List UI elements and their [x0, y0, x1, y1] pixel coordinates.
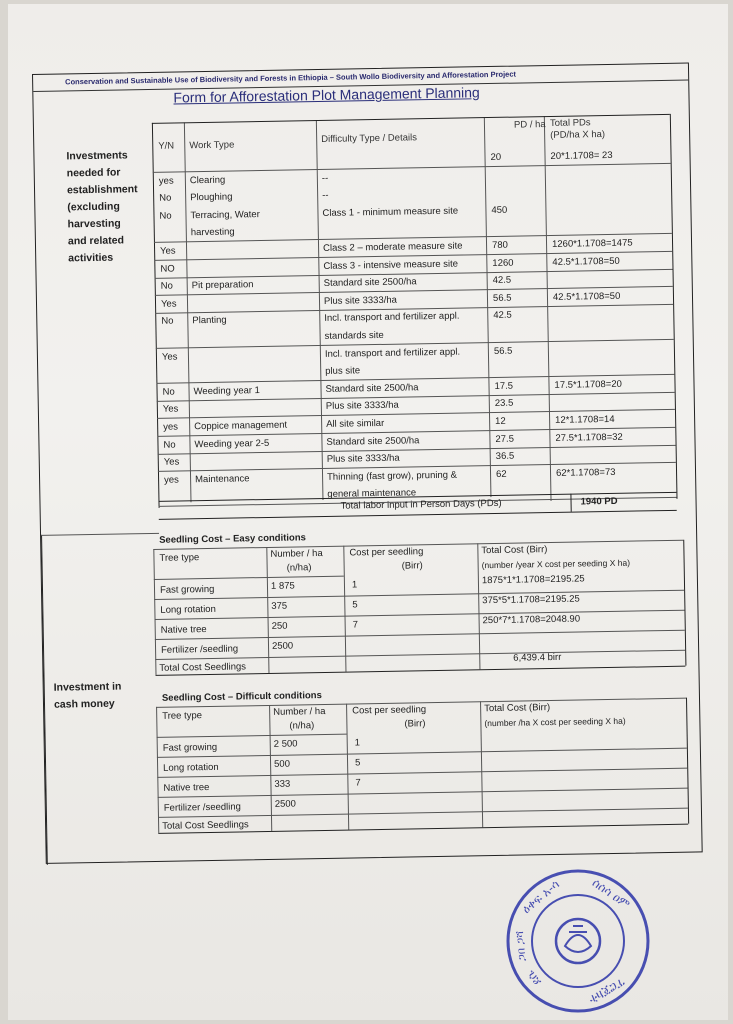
row-detail: Class 3 - intensive measure site — [323, 258, 459, 272]
seedling-cost: 1 — [351, 579, 358, 591]
grid-line — [157, 768, 687, 778]
row-yn: No — [161, 315, 174, 328]
form-sheet — [32, 63, 703, 864]
header-difficulty: Difficulty Type / Details — [321, 132, 418, 145]
row-yn: Yes — [160, 245, 176, 257]
form-title: Form for Afforestation Plot Management Planning — [173, 84, 480, 106]
seedling-tree-type: Fast growing — [159, 583, 215, 596]
investments-label-line: establishment — [66, 183, 138, 197]
row-total: 20*1.1708= 23 — [550, 149, 613, 162]
grid-line — [41, 535, 48, 865]
row-yn: No — [163, 439, 176, 451]
total-labor-value: 1940 PD — [580, 495, 618, 508]
row-total: 1260*1.1708=1475 — [551, 237, 633, 250]
row-total: 62*1.1708=73 — [555, 466, 616, 479]
seedling-number: 500 — [273, 758, 291, 770]
svg-text:ፕሮጀክት: ፕሮጀክት — [586, 975, 628, 1008]
row-detail: Plus site 3333/ha — [325, 400, 399, 413]
row-detail: Standard site 2500/ha — [325, 382, 419, 395]
row-yn: No — [159, 192, 172, 204]
row-total: 17.5*1.1708=20 — [554, 378, 622, 391]
seedling-tree-type: Native tree — [160, 624, 207, 636]
seedling-tree-type: Fertilizer /seedling — [160, 643, 239, 656]
row-detail: plus site — [325, 365, 361, 378]
svg-text:ሰሰሳ ዐም: ሰሰሳ ዐም — [589, 875, 633, 912]
row-pd: 36.5 — [495, 450, 515, 463]
seedling-total: 250*7*1.1708=2048.90 — [482, 613, 581, 627]
total-labor-label: Total labor input in Person Days (PDs) — [340, 497, 502, 512]
col-total: Total Cost (Birr) — [484, 702, 551, 715]
row-work-type: Weeding year 2-5 — [194, 437, 270, 450]
row-pd: 1260 — [492, 257, 514, 269]
grid-line — [570, 494, 571, 512]
col-cost-unit: (Birr) — [404, 718, 426, 730]
total-cost-seedlings: Total Cost Seedlings — [159, 661, 247, 674]
row-detail: standards site — [324, 329, 384, 342]
total-cost-seedlings: Total Cost Seedlings — [162, 819, 249, 832]
total-cost-value: 6,439.4 birr — [513, 651, 562, 664]
seedling-cost: 5 — [354, 757, 361, 769]
row-detail: Thinning (fast grow), pruning & — [326, 469, 458, 483]
grid-line — [152, 114, 670, 124]
seedling-number: 2 500 — [273, 738, 298, 750]
row-detail: -- — [322, 190, 329, 202]
seedling-title: Seedling Cost – Easy conditions — [159, 532, 306, 546]
row-detail: Class 1 - minimum measure site — [322, 205, 459, 219]
col-tree-type: Tree type — [162, 710, 203, 722]
seedling-number: 250 — [271, 620, 288, 632]
row-pd: 780 — [491, 239, 509, 251]
grid-line — [158, 788, 688, 798]
row-detail: Incl. transport and fertilizer appl. — [324, 346, 461, 360]
row-pd: 12 — [495, 415, 506, 427]
grid-line — [683, 540, 686, 666]
row-yn: Yes — [160, 298, 177, 310]
col-cost: Cost per seedling — [352, 704, 427, 717]
row-work-type: harvesting — [190, 226, 235, 239]
grid-line — [153, 549, 156, 675]
investments-label-line: needed for — [66, 166, 121, 180]
row-detail: general maintenance — [327, 487, 417, 501]
seedling-cost: 5 — [352, 599, 358, 611]
investments-label-line: (excluding — [67, 200, 120, 214]
row-detail: Class 2 – moderate measure site — [322, 240, 463, 254]
seedling-cost: 1 — [354, 737, 361, 749]
seedling-number: 375 — [271, 600, 288, 612]
row-work-type: Pit preparation — [191, 279, 254, 292]
row-detail: -- — [321, 172, 329, 184]
row-pd: 450 — [491, 204, 508, 216]
grid-line — [269, 705, 272, 831]
col-total-formula: (number /ha X cost per seeding X ha) — [484, 715, 626, 729]
seedling-tree-type: Long rotation — [163, 761, 219, 774]
col-total: Total Cost (Birr) — [481, 544, 548, 557]
svg-text:ጋበ ጋሻ: ጋበ ጋሻ — [512, 930, 529, 962]
col-number-unit: (n/ha) — [286, 562, 312, 574]
grid-line — [686, 698, 689, 824]
row-pd: 23.5 — [494, 398, 514, 410]
seedling-number: 2500 — [274, 798, 297, 810]
header-pd-ha: PD / ha — [513, 119, 546, 131]
seedling-tree-type: Fertilizer /seedling — [163, 801, 242, 814]
row-total: 12*1.1708=14 — [555, 413, 615, 426]
row-total: 42.5*1.1708=50 — [552, 255, 620, 268]
row-pd: 62 — [495, 468, 507, 480]
grid-line — [154, 590, 684, 600]
svg-text:ዕቀፍ አ-ሳ: ዕቀፍ አ-ሳ — [519, 877, 563, 917]
cash-label-line: cash money — [53, 697, 115, 711]
row-pd: 56.5 — [492, 292, 512, 304]
row-total: 42.5*1.1708=50 — [552, 290, 621, 303]
row-work-type: Terracing, Water — [190, 208, 260, 222]
investments-label-line: harvesting — [67, 217, 121, 231]
grid-line — [155, 630, 685, 640]
row-work-type: Coppice management — [194, 419, 288, 433]
seedling-cost: 7 — [355, 777, 361, 789]
investments-label — [66, 147, 139, 267]
seedling-number: 333 — [274, 778, 291, 790]
seedling-tree-type: Long rotation — [160, 603, 216, 616]
grid-line — [346, 704, 349, 830]
header-work-type: Work Type — [189, 139, 235, 152]
grid-line — [670, 114, 678, 499]
row-yn: No — [160, 280, 173, 292]
row-yn: Yes — [161, 351, 178, 363]
grid-line — [477, 543, 480, 669]
col-number: Number / ha — [273, 705, 326, 718]
col-number-unit: (n/ha) — [289, 720, 315, 732]
seedling-tree-type: Fast growing — [162, 741, 218, 754]
header-total: Total PDs — [549, 117, 591, 129]
row-yn: yes — [164, 474, 179, 486]
row-pd: 27.5 — [495, 433, 515, 445]
row-pd: 20 — [490, 151, 502, 164]
grid-line — [153, 163, 671, 173]
investments-label-line: and related — [67, 234, 125, 248]
row-pd: 56.5 — [493, 345, 513, 357]
grid-line — [155, 610, 685, 620]
grid-line — [157, 748, 687, 758]
grid-line — [41, 533, 159, 536]
row-total: 27.5*1.1708=32 — [555, 431, 623, 444]
seedling-cost: 7 — [352, 619, 359, 631]
row-detail: All site similar — [326, 417, 385, 430]
row-detail: Standard site 2500/ha — [326, 434, 420, 448]
seedling-number: 1 875 — [270, 580, 295, 592]
row-yn: Yes — [163, 456, 180, 468]
paper-sheet — [8, 4, 728, 1020]
official-stamp — [503, 866, 653, 1016]
row-pd: 17.5 — [494, 380, 514, 392]
row-yn: yes — [163, 421, 179, 433]
grid-line — [154, 576, 344, 580]
header-total-formula: (PD/ha X ha) — [550, 129, 606, 141]
seedling-number: 2500 — [271, 640, 294, 652]
row-work-type: Clearing — [189, 174, 226, 186]
row-pd: 42.5 — [493, 310, 512, 322]
col-tree-type: Tree type — [159, 552, 200, 564]
grid-line — [343, 546, 346, 672]
col-cost: Cost per seedling — [349, 546, 424, 559]
row-detail: Incl. transport and fertilizer appl. — [324, 310, 460, 325]
investments-label-line: activities — [68, 251, 114, 265]
grid-line — [156, 707, 159, 833]
row-yn: No — [162, 386, 175, 398]
project-header: Conservation and Sustainable Use of Biodiversity and Forests in Ethiopia – South Wollo Biodiversity and Afforestation Project — [33, 64, 688, 92]
investments-label-line: Investments — [66, 149, 128, 163]
row-detail: Plus site 3333/ha — [323, 294, 397, 307]
row-detail: Standard site 2500/ha — [323, 276, 417, 290]
row-yn: NO — [160, 263, 175, 275]
grid-line — [544, 116, 552, 501]
grid-line — [480, 701, 483, 827]
row-yn: Yes — [162, 403, 179, 416]
seedling-total: 1875*1*1.1708=2195.25 — [481, 573, 585, 587]
col-number: Number / ha — [270, 548, 323, 560]
row-work-type: Planting — [192, 315, 227, 327]
row-yn: yes — [158, 175, 174, 187]
svg-text:ደሴ: ደሴ — [523, 967, 544, 989]
col-total-formula: (number /year X cost per seeding X ha) — [481, 557, 631, 571]
grid-line — [266, 547, 269, 673]
header-yn: Y/N — [158, 140, 175, 152]
row-pd: 42.5 — [492, 274, 512, 287]
row-work-type: Maintenance — [195, 473, 250, 486]
row-work-type: Ploughing — [190, 191, 233, 204]
cash-label — [54, 679, 122, 714]
grid-line — [157, 734, 347, 738]
seedling-tree-type: Native tree — [163, 782, 210, 794]
cash-label-line: Investment in — [53, 680, 122, 694]
seedling-title: Seedling Cost – Difficult conditions — [161, 690, 322, 704]
row-work-type: Weeding year 1 — [193, 384, 261, 398]
row-detail: Plus site 3333/ha — [326, 452, 400, 466]
seedling-total: 375*5*1.1708=2195.25 — [482, 593, 580, 607]
col-cost-unit: (Birr) — [401, 560, 423, 572]
row-yn: No — [159, 210, 172, 222]
